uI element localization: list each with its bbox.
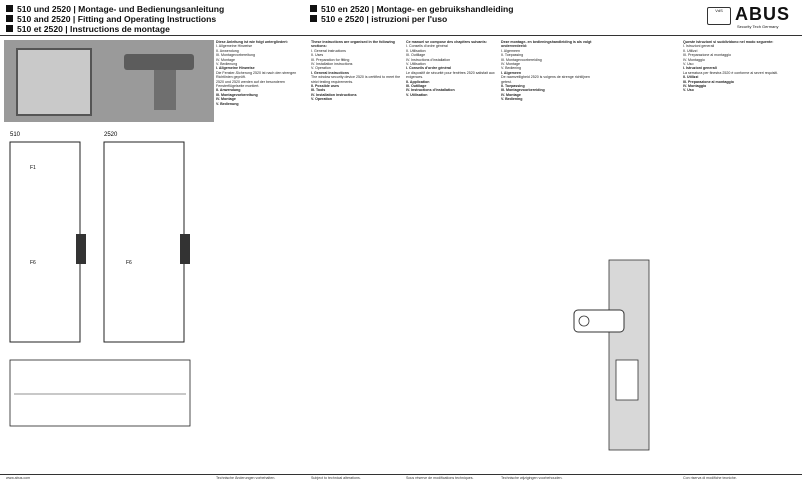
strike-plate (616, 360, 638, 400)
footer-note-it: Con riserva di modifiche tecniche. (683, 476, 737, 480)
column-de: Diese Anleitung ist wie folgt untergliedert: I. Allgemeine Hinweise II. Anwendung III. Montagevorbereitung IV. Montage V. Bedienung I. Allgemeine Hinweise Die Fenster-Sicherung 2520 ist nach den strengen Richtlinien geprüft. 2520 und 2520 werden auf der besonderen Fensterflügelseite montiert. II. Anwendung III. Montagevorbereitung IV. Montage V. Bedienung (216, 40, 297, 106)
column-nl: Deze montage- en bedieningshandleiding is als volgt onderverdeeld: I. Algemeen II. Toepassing III. Montagevoorbereiding IV. Montage V. Bediening I. Algemeen De raamveiligheid 2520 is volgens de strenge richtlijnen getest. II. Toepassing III. Montagevoorbereiding IV. Montage V. Bediening (501, 40, 592, 102)
screw-label: F1 (30, 165, 36, 171)
header-title-nl: 510 en 2520 | Montage- en gebruikshandleiding (310, 4, 513, 14)
footer-url: www.abus.com (6, 476, 31, 480)
header-title-de: 510 und 2520 | Montage- und Bedienungsanleitung (6, 4, 224, 14)
screw-label: F6 (30, 260, 36, 266)
screw-label: F6 (126, 260, 132, 266)
lock-handle (124, 54, 194, 70)
installation-drawing (4, 124, 214, 440)
header-divider (0, 35, 802, 36)
abus-logo: ABUS (735, 4, 791, 24)
label-2520: 2520 (104, 132, 118, 138)
lock-handle-drawing (574, 310, 624, 332)
column-fr: Ce manuel se compose des chapitres suivants: I. Conseils d'ordre général II. Utilisation III. Outillage IV. Instructions d'installation V. Utilisation I. Conseils d'ordre général Le dispositif de sécurité pour fenêtres 2520 satisfait aux exigences. II. Application III. Outillage IV. Instructions d'installation V. Utilisation (406, 40, 495, 97)
footer-note-de: Technische Änderungen vorbehalten. (216, 476, 276, 480)
window-frame-2520 (104, 142, 184, 342)
header-title-en: 510 and 2520 | Fitting and Operating Instructions (6, 14, 216, 24)
footer-divider (0, 474, 802, 475)
footer-note-en: Subject to technical alterations. (311, 476, 361, 480)
footer-note-nl: Technische wijzigingen voorbehouden. (501, 476, 563, 480)
footer-note-fr: Sous réserve de modifications techniques. (406, 476, 474, 480)
vds-logo: VdS (707, 7, 731, 25)
column-en: These instructions are organised in the following sections: I. General instructions II. Uses III. Preparation for fitting IV. Installation instructions V. Operation I. General instructions The window security device 2520 is certified to meet the strict testing requirements. II. Possible uses III. Tools IV. Installation instructions V. Operation (311, 40, 401, 102)
detail-drawing (10, 360, 190, 426)
header-title-it: 510 e 2520 | istruzioni per l'uso (310, 14, 447, 24)
window-profile (609, 260, 649, 450)
header-title-fr: 510 et 2520 | Instructions de montage (6, 24, 170, 34)
abus-slogan: Security Tech Germany (737, 24, 779, 29)
header (0, 0, 802, 38)
lock-2520 (180, 234, 190, 264)
window-frame-510 (10, 142, 80, 342)
lock-illustration (554, 250, 674, 465)
product-photo (4, 40, 214, 122)
window-glass (16, 48, 92, 116)
column-it: Queste istruzioni si suddividono nel modo seguente: I. Istruzioni generali II. Utilizzi III. Preparazione al montaggio IV. Montaggio V. Uso I. Istruzioni generali La serratura per finestra 2520 è conforme ai severi requisiti. II. Utilizzi III. Preparazione al montaggio IV. Montaggio V. Uso (683, 40, 779, 93)
lock-body (154, 70, 176, 110)
lock-510 (76, 234, 86, 264)
label-510: 510 (10, 132, 21, 138)
